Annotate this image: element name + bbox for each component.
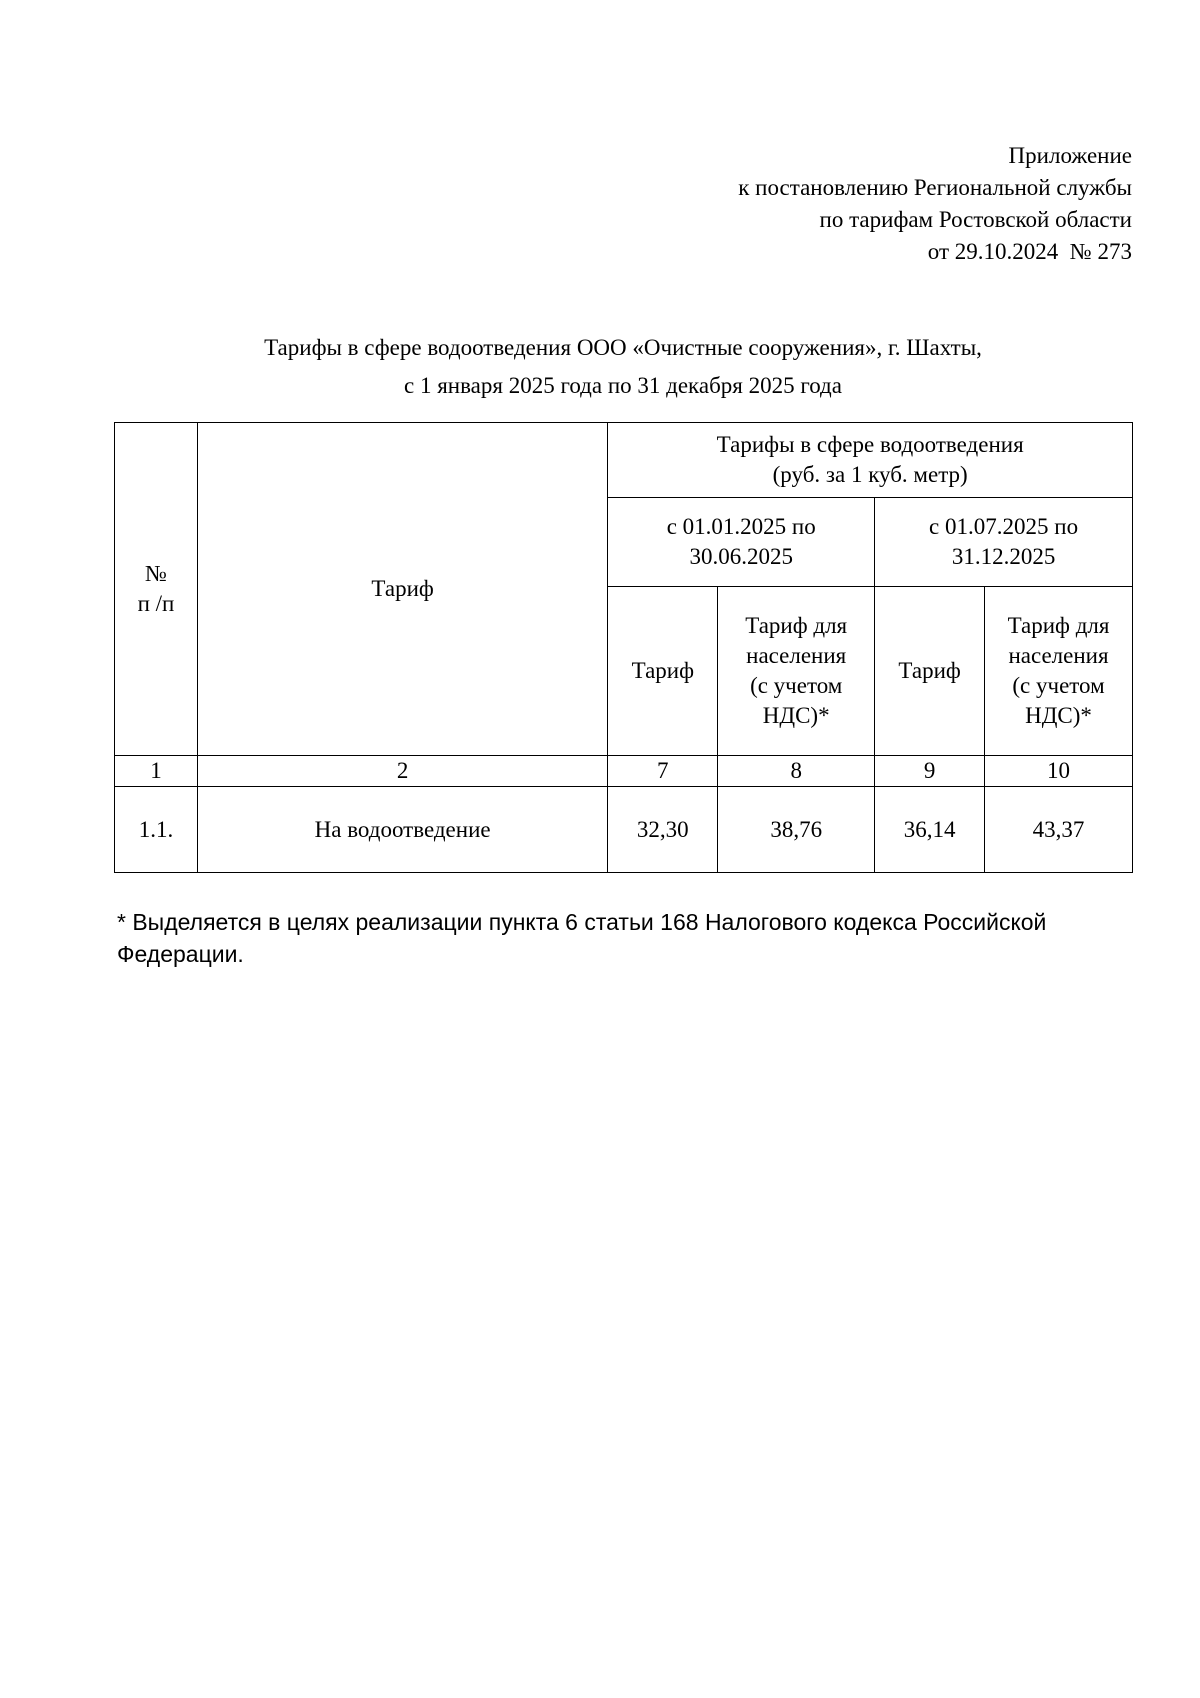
header-text-line: Тариф для <box>745 613 848 638</box>
header-cell-number <box>115 423 198 756</box>
row-name-cell: На водоотведение <box>197 787 607 873</box>
appendix-header <box>738 140 1132 268</box>
document-title-line: Тарифы в сфере водоотведения ООО «Очистные сооружения», г. Шахты, <box>264 335 982 360</box>
document-title-period: с 1 января 2025 года по 31 декабря 2025 года <box>404 373 842 398</box>
footnote <box>117 906 1127 970</box>
appendix-line: Приложение <box>1008 143 1132 168</box>
tariff-table <box>114 422 1133 873</box>
header-text-line: (с учетом <box>750 673 843 698</box>
header-cell-period-1 <box>608 498 875 587</box>
row-number-cell: 1.1. <box>115 787 198 873</box>
column-number-row <box>115 756 1133 787</box>
header-group-title: Тарифы в сфере водоотведения <box>716 432 1024 457</box>
column-number-cell: 10 <box>985 756 1133 787</box>
column-number-cell: 2 <box>197 756 607 787</box>
period-2-start: с 01.07.2025 по <box>929 514 1079 539</box>
footnote-line: Федерации. <box>117 941 244 967</box>
header-cell-period-2-population-tariff <box>985 587 1133 756</box>
header-number-label: п /п <box>137 591 175 616</box>
period-1-end: 30.06.2025 <box>689 544 793 569</box>
header-cell-period-1-population-tariff <box>718 587 875 756</box>
header-cell-period-2 <box>875 498 1133 587</box>
column-number-cell: 1 <box>115 756 198 787</box>
header-text-line: (с учетом <box>1012 673 1105 698</box>
appendix-line: к постановлению Региональной службы <box>738 175 1132 200</box>
document-title <box>114 329 1132 405</box>
footnote-line: * Выделяется в целях реализации пункта 6 статьи 168 Налогового кодекса Российской <box>117 909 1047 935</box>
header-text-line: Тариф для <box>1007 613 1110 638</box>
header-text-line: населения <box>1008 643 1109 668</box>
period-2-end: 31.12.2025 <box>951 544 1056 569</box>
header-text-line: населения <box>746 643 847 668</box>
row-period-1-tariff-cell: 32,30 <box>608 787 718 873</box>
appendix-line: по тарифам Ростовской области <box>819 207 1132 232</box>
period-1-start: с 01.01.2025 по <box>666 514 816 539</box>
table-row <box>115 787 1133 873</box>
column-number-cell: 9 <box>875 756 985 787</box>
column-number-cell: 7 <box>608 756 718 787</box>
header-group-unit: (руб. за 1 куб. метр) <box>772 462 968 487</box>
header-number-sign: № <box>144 561 167 586</box>
header-cell-tariff-name: Тариф <box>197 423 607 756</box>
header-text-line: НДС)* <box>762 703 830 728</box>
row-period-2-tariff-cell: 36,14 <box>875 787 985 873</box>
appendix-date-number: от 29.10.2024 № 273 <box>927 239 1132 264</box>
header-cell-period-2-tariff: Тариф <box>875 587 985 756</box>
row-period-1-population-cell: 38,76 <box>718 787 875 873</box>
column-number-cell: 8 <box>718 756 875 787</box>
header-cell-tariff-group <box>608 423 1133 498</box>
row-period-2-population-cell: 43,37 <box>985 787 1133 873</box>
header-text-line: НДС)* <box>1025 703 1092 728</box>
header-cell-period-1-tariff: Тариф <box>608 587 718 756</box>
